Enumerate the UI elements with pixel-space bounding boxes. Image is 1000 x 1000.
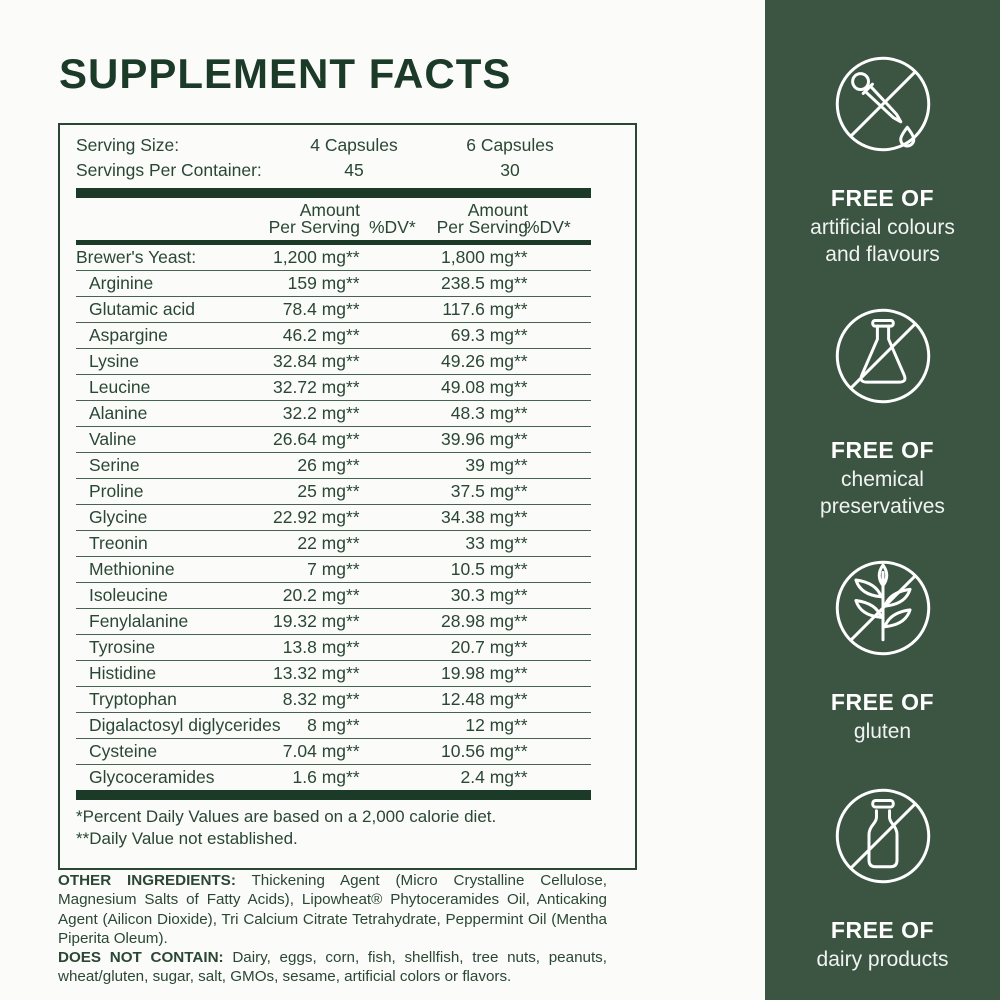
amount-per-serving-col2: 69.3 mg bbox=[450, 325, 514, 345]
dv-col2: ** bbox=[514, 507, 528, 527]
table-row bbox=[76, 401, 591, 427]
badge-dairy-products bbox=[765, 780, 1000, 973]
dv-col1: ** bbox=[346, 533, 360, 553]
amount-per-serving-col2: 49.26 mg bbox=[441, 351, 514, 371]
servings-col1: 45 bbox=[344, 160, 364, 180]
amount-per-serving-col2: 48.3 mg bbox=[450, 403, 514, 423]
ingredient-name: Arginine bbox=[89, 273, 154, 293]
table-row bbox=[76, 635, 591, 661]
facts-table-body bbox=[76, 245, 591, 790]
amount-per-serving-col1: 26.64 mg bbox=[273, 429, 346, 449]
other-ingredients-label: OTHER INGREDIENTS: bbox=[58, 872, 236, 889]
table-row bbox=[76, 453, 591, 479]
dv-col2: ** bbox=[514, 611, 528, 631]
dv-col1: ** bbox=[346, 741, 360, 761]
amount-per-serving-col1: 19.32 mg bbox=[273, 611, 346, 631]
dv-col2: ** bbox=[514, 767, 528, 787]
amount-per-serving-col2: 10.56 mg bbox=[441, 741, 514, 761]
badge-artificial-colours bbox=[765, 48, 1000, 300]
ingredients-table bbox=[76, 245, 591, 790]
ingredient-name: Tryptophan bbox=[89, 689, 177, 709]
free-of-sidebar bbox=[765, 0, 1000, 1000]
free-of-subtitle: gluten bbox=[853, 720, 912, 743]
badge-gluten bbox=[765, 552, 1000, 780]
free-of-subtitle: dairy products bbox=[816, 948, 949, 971]
table-row bbox=[76, 245, 591, 271]
ingredient-name: Fenylalanine bbox=[89, 611, 189, 631]
dv-col2: ** bbox=[514, 429, 528, 449]
ingredient-name: Digalactosyl diglycerides bbox=[89, 715, 281, 735]
dv-col2: ** bbox=[514, 741, 528, 761]
amount-per-serving-col1: 13.8 mg bbox=[282, 637, 346, 657]
dv-col2: ** bbox=[514, 377, 528, 397]
dv-col2: ** bbox=[514, 715, 528, 735]
dv-header-col1: %DV* bbox=[369, 217, 416, 237]
dv-col2: ** bbox=[514, 481, 528, 501]
table-row bbox=[76, 505, 591, 531]
ingredient-name: Aspargine bbox=[89, 325, 168, 345]
amount-per-serving-col1: 32.2 mg bbox=[282, 403, 346, 423]
free-of-subtitle: artificial colours and flavours bbox=[810, 216, 955, 266]
amount-per-serving-col1: 159 mg bbox=[287, 273, 346, 293]
serving-size-label: Serving Size: bbox=[76, 135, 180, 155]
amount-per-serving-col2: 37.5 mg bbox=[450, 481, 514, 501]
dv-col1: ** bbox=[346, 403, 360, 423]
amount-per-serving-col1: 32.72 mg bbox=[273, 377, 346, 397]
amount-per-serving-col2: 39.96 mg bbox=[441, 429, 514, 449]
dv-col2: ** bbox=[514, 247, 528, 267]
amount-per-serving-col1: 22.92 mg bbox=[273, 507, 346, 527]
divider-thick-bottom bbox=[76, 790, 591, 800]
table-row bbox=[76, 765, 591, 791]
amount-header-col1: Amount Per Serving bbox=[268, 200, 360, 237]
ingredient-name: Glycoceramides bbox=[89, 767, 215, 787]
dv-col1: ** bbox=[346, 351, 360, 371]
table-row bbox=[76, 427, 591, 453]
amount-per-serving-col2: 19.98 mg bbox=[441, 663, 514, 683]
free-of-subtitle: chemical preservatives bbox=[820, 468, 945, 518]
dv-col1: ** bbox=[346, 325, 360, 345]
does-not-contain-text: Dairy, eggs, corn, fish, shellfish, tree nuts, peanuts, wheat/gluten, sugar, salt, GMOs, sesame, artificial colors or flavors. bbox=[58, 949, 607, 986]
serving-size-col1: 4 Capsules bbox=[310, 135, 398, 155]
amount-per-serving-col2: 12.48 mg bbox=[441, 689, 514, 709]
table-row bbox=[76, 297, 591, 323]
badge-chemical-preservatives bbox=[765, 300, 1000, 552]
dv-col1: ** bbox=[346, 663, 360, 683]
amount-per-serving-col1: 25 mg bbox=[297, 481, 346, 501]
amount-per-serving-col1: 32.84 mg bbox=[273, 351, 346, 371]
table-row bbox=[76, 687, 591, 713]
dv-col2: ** bbox=[514, 689, 528, 709]
amount-per-serving-col2: 49.08 mg bbox=[441, 377, 514, 397]
column-headers bbox=[76, 202, 621, 236]
serving-size-col2: 6 Capsules bbox=[466, 135, 554, 155]
dv-col1: ** bbox=[346, 377, 360, 397]
dv-col1: ** bbox=[346, 299, 360, 319]
amount-per-serving-col2: 39 mg bbox=[465, 455, 514, 475]
ingredient-name: Proline bbox=[89, 481, 144, 501]
amount-per-serving-col1: 8 mg bbox=[307, 715, 346, 735]
ingredient-name: Glutamic acid bbox=[89, 299, 196, 319]
dv-col1: ** bbox=[346, 637, 360, 657]
ingredient-name: Tyrosine bbox=[89, 637, 156, 657]
dv-col1: ** bbox=[346, 559, 360, 579]
amount-per-serving-col1: 1,200 mg bbox=[273, 247, 346, 267]
dv-col2: ** bbox=[514, 351, 528, 371]
amount-per-serving-col2: 30.3 mg bbox=[450, 585, 514, 605]
dv-col1: ** bbox=[346, 611, 360, 631]
amount-per-serving-col2: 34.38 mg bbox=[441, 507, 514, 527]
amount-per-serving-col1: 46.2 mg bbox=[282, 325, 346, 345]
amount-per-serving-col1: 78.4 mg bbox=[282, 299, 346, 319]
table-row bbox=[76, 531, 591, 557]
amount-per-serving-col2: 238.5 mg bbox=[441, 273, 514, 293]
dv-col2: ** bbox=[514, 585, 528, 605]
footnotes bbox=[76, 800, 621, 850]
divider-thick-top bbox=[76, 188, 591, 198]
dv-col2: ** bbox=[514, 637, 528, 657]
table-row bbox=[76, 713, 591, 739]
amount-per-serving-col2: 1,800 mg bbox=[441, 247, 514, 267]
ingredient-name: Alanine bbox=[89, 403, 148, 423]
ingredient-name: Serine bbox=[89, 455, 140, 475]
table-row bbox=[76, 609, 591, 635]
dv-col1: ** bbox=[346, 585, 360, 605]
ingredient-name: Treonin bbox=[89, 533, 148, 553]
servings-per-container-row bbox=[76, 158, 621, 183]
supplement-facts-panel bbox=[58, 123, 637, 870]
dv-col1: ** bbox=[346, 507, 360, 527]
other-ingredients-text: Thickening Agent (Micro Crystalline Cellulose, Magnesium Salts of Fatty Acids), Lipowheat® Phytoceramides Oil, Anticaking Agent (Ailicon Dioxide), Tri Calcium Citrate Tetrahydrate, Peppermint Oil (Mentha Piperita Oleum). bbox=[58, 872, 607, 947]
amount-per-serving-col1: 26 mg bbox=[297, 455, 346, 475]
ingredient-name: Lysine bbox=[89, 351, 139, 371]
table-row bbox=[76, 583, 591, 609]
page-title: SUPPLEMENT FACTS bbox=[59, 50, 512, 97]
amount-per-serving-col1: 7.04 mg bbox=[282, 741, 346, 761]
ingredient-name: Histidine bbox=[89, 663, 157, 683]
table-row bbox=[76, 349, 591, 375]
dv-col2: ** bbox=[514, 299, 528, 319]
ingredient-name: Brewer's Yeast: bbox=[76, 247, 197, 267]
amount-per-serving-col2: 33 mg bbox=[465, 533, 514, 553]
amount-per-serving-col2: 12 mg bbox=[465, 715, 514, 735]
amount-per-serving-col1: 20.2 mg bbox=[282, 585, 346, 605]
no-wheat-icon bbox=[827, 552, 939, 664]
table-row bbox=[76, 375, 591, 401]
dv-col2: ** bbox=[514, 533, 528, 553]
amount-per-serving-col2: 20.7 mg bbox=[450, 637, 514, 657]
no-milk-icon bbox=[827, 780, 939, 892]
free-of-title: FREE OF bbox=[830, 185, 935, 211]
dv-col1: ** bbox=[346, 429, 360, 449]
dv-col2: ** bbox=[514, 455, 528, 475]
dv-col1: ** bbox=[346, 247, 360, 267]
table-row bbox=[76, 271, 591, 297]
no-dropper-icon bbox=[827, 48, 939, 160]
footnote-dv-not-established: **Daily Value not established. bbox=[76, 829, 298, 848]
amount-header-col2: Amount Per Serving bbox=[436, 200, 528, 237]
dv-col2: ** bbox=[514, 325, 528, 345]
ingredient-name: Leucine bbox=[89, 377, 151, 397]
ingredient-name: Valine bbox=[89, 429, 137, 449]
amount-per-serving-col2: 28.98 mg bbox=[441, 611, 514, 631]
dv-col1: ** bbox=[346, 689, 360, 709]
ingredient-name: Methionine bbox=[89, 559, 175, 579]
amount-per-serving-col2: 117.6 mg bbox=[442, 299, 514, 319]
table-row bbox=[76, 479, 591, 505]
ingredient-name: Isoleucine bbox=[89, 585, 168, 605]
table-row bbox=[76, 323, 591, 349]
dv-col2: ** bbox=[514, 663, 528, 683]
footnote-daily-values: *Percent Daily Values are based on a 2,000 calorie diet. bbox=[76, 807, 497, 826]
free-of-title: FREE OF bbox=[830, 917, 935, 943]
dv-col1: ** bbox=[346, 767, 360, 787]
amount-per-serving-col2: 10.5 mg bbox=[450, 559, 514, 579]
servings-col2: 30 bbox=[500, 160, 520, 180]
servings-per-container-label: Servings Per Container: bbox=[76, 160, 262, 180]
dv-col1: ** bbox=[346, 715, 360, 735]
free-of-title: FREE OF bbox=[830, 689, 935, 715]
ingredient-name: Glycine bbox=[89, 507, 148, 527]
amount-per-serving-col1: 22 mg bbox=[297, 533, 346, 553]
does-not-contain-label: DOES NOT CONTAIN: bbox=[58, 949, 224, 967]
amount-per-serving-col1: 1.6 mg bbox=[292, 767, 346, 787]
no-flask-icon bbox=[827, 300, 939, 412]
dv-col2: ** bbox=[514, 273, 528, 293]
dv-col1: ** bbox=[346, 481, 360, 501]
dv-col2: ** bbox=[514, 559, 528, 579]
table-row bbox=[76, 557, 591, 583]
dv-col1: ** bbox=[346, 273, 360, 293]
ingredient-name: Cysteine bbox=[89, 741, 158, 761]
amount-per-serving-col1: 13.32 mg bbox=[273, 663, 346, 683]
serving-size-row bbox=[76, 133, 621, 158]
free-of-title: FREE OF bbox=[830, 437, 935, 463]
ingredients-paragraphs bbox=[58, 871, 607, 987]
amount-per-serving-col1: 8.32 mg bbox=[282, 689, 346, 709]
dv-col2: ** bbox=[514, 403, 528, 423]
amount-per-serving-col1: 7 mg bbox=[307, 559, 346, 579]
amount-per-serving-col2: 2.4 mg bbox=[460, 767, 514, 787]
dv-header-col2: %DV* bbox=[524, 217, 571, 237]
table-row bbox=[76, 739, 591, 765]
dv-col1: ** bbox=[346, 455, 360, 475]
table-row bbox=[76, 661, 591, 687]
